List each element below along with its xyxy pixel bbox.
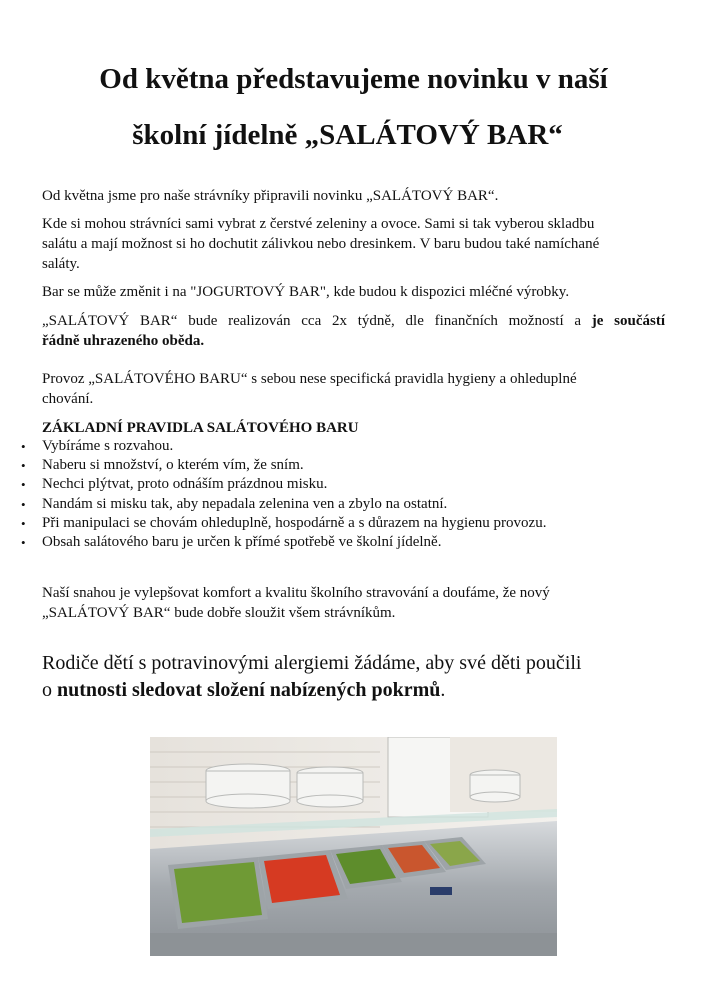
rule-text: Nechci plýtvat, proto odnáším prázdnou misku. [42,476,328,493]
notice-start: o [42,679,52,701]
hygiene-line-1: Provoz „SALÁTOVÉHO BARU“ s sebou nese specifická pravidla hygieny a ohleduplné [42,371,577,387]
list-item [21,495,662,514]
description-line-3: saláty. [42,256,80,272]
description-line-2: salátu a mají možnost si ho dochutit zálivkou nebo dresinkem. V baru budou také namíchané [42,236,600,252]
bullet-icon: • [21,535,26,551]
title-line-1: Od května představujeme novinku v naší [99,63,608,95]
title-line-2: školní jídelně „SALÁTOVÝ BAR“ [132,119,563,151]
rules-list [21,437,662,552]
allergy-notice-line-1: Rodiče dětí s potravinovými alergiemi žádáme, aby své děti poučili [42,652,582,674]
list-item [21,533,662,552]
hygiene-line-2: chování. [42,391,94,407]
intro-paragraph: Od května jsme pro naše strávníky připravili novinku „SALÁTOVÝ BAR“. [42,188,499,204]
closing-line-2: „SALÁTOVÝ BAR“ bude dobře sloužit všem strávníkům. [42,605,396,621]
frequency-line-1 [42,311,665,331]
bullet-icon: • [21,439,26,454]
frequency-line-2 [42,331,665,351]
list-item [21,437,662,456]
list-item [21,514,662,533]
notice-bold: nutnosti sledovat složení nabízených pokrmů [57,679,441,701]
brand-plate [430,887,452,895]
rule-text: Naberu si množství, o kterém vím, že sním. [42,457,304,474]
bullet-icon: • [21,496,26,512]
frequency-text: „SALÁTOVÝ BAR“ bude realizován cca 2x týdně, dle finančních možností a [42,313,582,329]
list-item [21,475,662,494]
frequency-bold-2: řádně uhrazeného oběda. [42,333,205,349]
bullet-icon: • [21,458,26,474]
closing-line-1: Naší snahou je vylepšovat komfort a kvalitu školního stravování a doufáme, že nový [42,585,550,601]
bullet-icon: • [21,477,26,493]
counter-rail [150,933,557,956]
allergy-notice-line-2 [42,677,682,704]
rule-text: Obsah salátového baru je určen k přímé spotřebě ve školní jídelně. [42,534,442,551]
yogurt-bar-paragraph: Bar se může změnit i na "JOGURTOVÝ BAR", kde budou k dispozici mléčné výrobky. [42,284,570,300]
list-item [21,456,662,475]
rule-text: Vybíráme s rozvahou. [42,438,174,454]
notice-end: . [440,679,446,701]
frequency-bold-1: je součástí [591,313,666,329]
rules-heading: ZÁKLADNÍ PRAVIDLA SALÁTOVÉHO BARU [42,420,359,436]
rule-text: Při manipulaci se chovám ohleduplně, hospodárně a s důrazem na hygienu provozu. [42,514,547,531]
salad-bar-photo [150,737,557,956]
description-line-1: Kde si mohou strávníci sami vybrat z čerstvé zeleniny a ovoce. Sami si tak vyberou skladbu [42,216,595,232]
rule-text: Nandám si misku tak, aby nepadala zelenina ven a zbylo na ostatní. [42,495,448,512]
bullet-icon: • [21,515,26,531]
